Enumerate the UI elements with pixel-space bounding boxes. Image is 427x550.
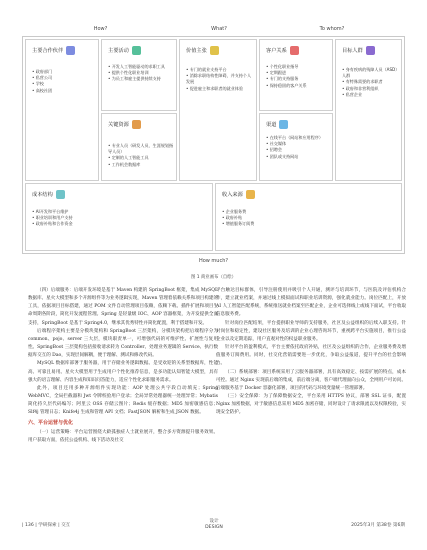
value-item: • 消除求职结构性障碍，并支持个人发展 bbox=[186, 73, 254, 85]
gift-icon bbox=[210, 46, 219, 55]
canvas-grid bbox=[22, 36, 405, 254]
value-item: • 专门的就业支持平台 bbox=[186, 67, 254, 73]
people-icon bbox=[366, 46, 375, 55]
paragraph: 针对平台的盈利模式，平台主要依托政府补贴，社区及公益组织的合作，企业服务费及增值服务订阅费用。同时，社交化营销需要进一步优化，争取公益报道，提升平台的社会影响力。 bbox=[216, 345, 406, 367]
label-how: How? bbox=[93, 26, 108, 32]
right-column bbox=[216, 287, 406, 418]
partner-item: • 高校社团 bbox=[32, 88, 98, 94]
block-channels bbox=[259, 113, 333, 181]
relationship-item: • 个性化职业指导 bbox=[266, 64, 332, 70]
money-bag-icon bbox=[246, 190, 255, 199]
block-customer-segments bbox=[335, 39, 402, 181]
channel-item: • 招聘会 bbox=[266, 147, 330, 153]
costs-title: 成本结构 bbox=[32, 192, 53, 198]
partner-item: • 政府部门 bbox=[32, 69, 98, 75]
page-footer bbox=[22, 519, 405, 531]
paragraph: 后端程序架构主要是分模块架构和 SpringBoot 三层架构，分模块架构把后端程序分为 common、pojo、server 三大层，模块职责单一，可增强代码的可维护性、扩展性与复用性。SpringBoot 三层架构包括接收请求转为 Controller、处理业务逻辑的 Service、执行数据库交互的 Dao，实现层间解耦，便于理解、测试和修改代码。 bbox=[28, 328, 218, 359]
revenue-title: 收入来源 bbox=[222, 192, 243, 198]
cost-item: • AI开发和平台维护 bbox=[32, 209, 212, 215]
segment-item: • 身有疾病的残障人员（ASD）人群 bbox=[342, 67, 400, 79]
value-item: • 促进雇主和求职者的就业体验 bbox=[186, 86, 254, 92]
relationships-title: 客户关系 bbox=[266, 48, 287, 54]
label-to-whom: To whom? bbox=[319, 26, 345, 32]
block-cost-structure bbox=[25, 183, 213, 251]
segment-item: • 政府和非营利组织 bbox=[342, 86, 400, 92]
relationship-item: • 定期跟进 bbox=[266, 70, 332, 76]
tag-icon bbox=[56, 190, 65, 199]
segment-item: • 有特殊需要的求职者 bbox=[342, 79, 400, 85]
footer-page-info: | 136 | 学研探索 | 交互 bbox=[22, 523, 71, 528]
value-title: 价值主张 bbox=[186, 48, 207, 54]
revenue-item: • 企业服务费 bbox=[222, 209, 401, 215]
activity-item: • 为员工和雇主提供持续支持 bbox=[108, 76, 174, 82]
section-heading: 六、平台运营与优化 bbox=[28, 419, 74, 426]
block-key-resources bbox=[101, 113, 177, 181]
resource-item: • 定制的人工智能工具 bbox=[108, 155, 174, 161]
cost-item: • 职业培训和用户支持 bbox=[32, 215, 212, 221]
paragraph: （三）安全保障：为了保障数据安全，平台采用 HTTPS 协议，部署 SSL 证书，配置 Nginx 加密数据，对于敏感信息采用 MD5 加密存储，同时设计了请求限流以及权限校验，实现安全防护。 bbox=[216, 394, 406, 416]
left-column bbox=[28, 287, 218, 445]
block-customer-relationships bbox=[259, 39, 333, 111]
handshake-icon bbox=[66, 46, 75, 55]
resource-item: • 专业人员（研发人员、生涯规划指导人员） bbox=[108, 143, 174, 155]
truck-icon bbox=[279, 120, 288, 129]
activity-item: • 开发人工智能驱动的求职工具 bbox=[108, 64, 174, 70]
relationship-item: • 专门的支持服务 bbox=[266, 76, 332, 82]
key-resources-title: 关键资源 bbox=[108, 122, 129, 128]
channel-item: • 在线平台（网站和应用程序） bbox=[266, 135, 330, 141]
paragraph: （一）运营策略：平台运营围绕大龄孤独症人士就业展开，整合多方资源提升服务效果。用户获取方面，依托公益机构、线下活动及社交 bbox=[28, 429, 218, 443]
canvas-top-bar bbox=[22, 22, 405, 36]
label-what: What? bbox=[211, 26, 227, 32]
paragraph: MySQL 数据库部署于服务器，用于存储业务逻辑数据。是受欢迎的关系型数据库，性能高、可靠且易用。星火大模型用于生成用户个性化推荐信息，是多功能认知智能大模型，具有强大的语言理解、内容生成和知识问答能力，适应个性化求职服务需求。 bbox=[28, 361, 218, 383]
paragraph: 针对岗位匹配结果，平台提供职业导师的支持服务，社区及公益组织的后续入职支持。针对岗位和稳定性，建设社区服务及培训的企业心理咨询环节，重视跨平台实施项目，推行公益企业以及定期追踪，用户直观对性的权益职业服务。 bbox=[216, 320, 406, 342]
footer-issue-info: 2025年3月 第38卷 第6期 bbox=[351, 523, 405, 528]
business-model-canvas bbox=[22, 22, 405, 268]
channel-item: • 团队或支持网站 bbox=[266, 154, 330, 160]
heart-icon bbox=[290, 46, 299, 55]
relationship-item: • 保持稳固的客户关系 bbox=[266, 83, 332, 89]
paragraph: （二）系统部署：项目系统采用了云服务器部署，具有高效稳定、按需扩展的特点，成本可控。通过 Nginx 实现前后端的集成，前后端分离，客户端代理面向公众，全网用户可访问。后端服务基于 Docker 容器化部署，项目的代码与环境变量统一管理部署。 bbox=[216, 369, 406, 391]
checklist-icon bbox=[132, 46, 141, 55]
segment-item: • 私营企业 bbox=[342, 92, 400, 98]
factory-icon bbox=[132, 120, 141, 129]
figure-caption: 图 1 商业画布（自绘） bbox=[190, 275, 237, 280]
block-key-partners bbox=[25, 39, 99, 181]
partner-item: • 学校 bbox=[32, 81, 98, 87]
revenue-item: • 政府补贴 bbox=[222, 215, 401, 221]
segments-title: 目标人群 bbox=[342, 48, 363, 54]
paragraph: 平台触达目标群体，引导注册使用并吸引个人开通，测评与培训环节，与医院及评估机构合作，建立就业档案，并通过线上模拟面试和职业培训资源，强化就业能力。岗位匹配上，开放 AI 人工智能匹配系统，系统推送就业档案至匹配企业，企业可选择线上或线下面试，平台收取信息服务费。 bbox=[216, 288, 406, 318]
paragraph: 此外，项目还用多种开源组件实现功能：AOP 处理公共字段自动填充；Spring WebMVC，全局拦截器和 Jwt 令牌校验用户登录；全局异常处理器统一处理异常；Mybatis 简化持久层代码编写；阿里云 OSS 存储云图片；Redis 缓存数据；MD5 加密敏感信息；Slf4j 管理日志；Knife4j 生成和管理 API 文档；FastJSON 解析和生成 JSON 数据。 bbox=[28, 385, 218, 416]
footer-logo-line2: DESIGN bbox=[205, 524, 223, 530]
partner-item: • 私营公司 bbox=[32, 75, 98, 81]
paragraph: （四）后端服务：后端开发环境是基于 Maven 构建的 SpringBoot 框架，集成 MySQL 数据库、星火大模型和多个开源组件等为业务逻辑实现，Maven 管理着依赖关系和项目构建的工具，依据项目目标搭建，通过 POM 文件自动管理项目依赖，依赖下载、插件扩展和项目生命周期各阶段，简化开发流程管理。Spring 是轻量级 IOC、AOP 容器框架，为开发提供全面支持，SpringBoot 是基于 Spring4.0，继承其优秀特性并简化配置，利于搭建和开发。 bbox=[28, 288, 218, 326]
footer-journal-logo bbox=[197, 519, 231, 530]
resource-item: • 工作机会数据库 bbox=[108, 162, 174, 168]
channels-title: 渠道 bbox=[266, 122, 277, 128]
activity-item: • 提供个性化职业培训 bbox=[108, 70, 174, 76]
channel-item: • 社交媒体 bbox=[266, 141, 330, 147]
label-how-much: How much? bbox=[198, 258, 229, 264]
key-partners-title: 主要合作伙伴 bbox=[32, 48, 64, 54]
block-value-proposition bbox=[179, 39, 257, 181]
footer-logo-line1: 设计 bbox=[209, 519, 219, 524]
key-activities-title: 主要活动 bbox=[108, 48, 129, 54]
cost-item: • 政府补贴和合作资金 bbox=[32, 221, 212, 227]
block-revenue-streams bbox=[215, 183, 402, 251]
block-key-activities bbox=[101, 39, 177, 111]
revenue-item: • 增值服务订阅费 bbox=[222, 221, 401, 227]
